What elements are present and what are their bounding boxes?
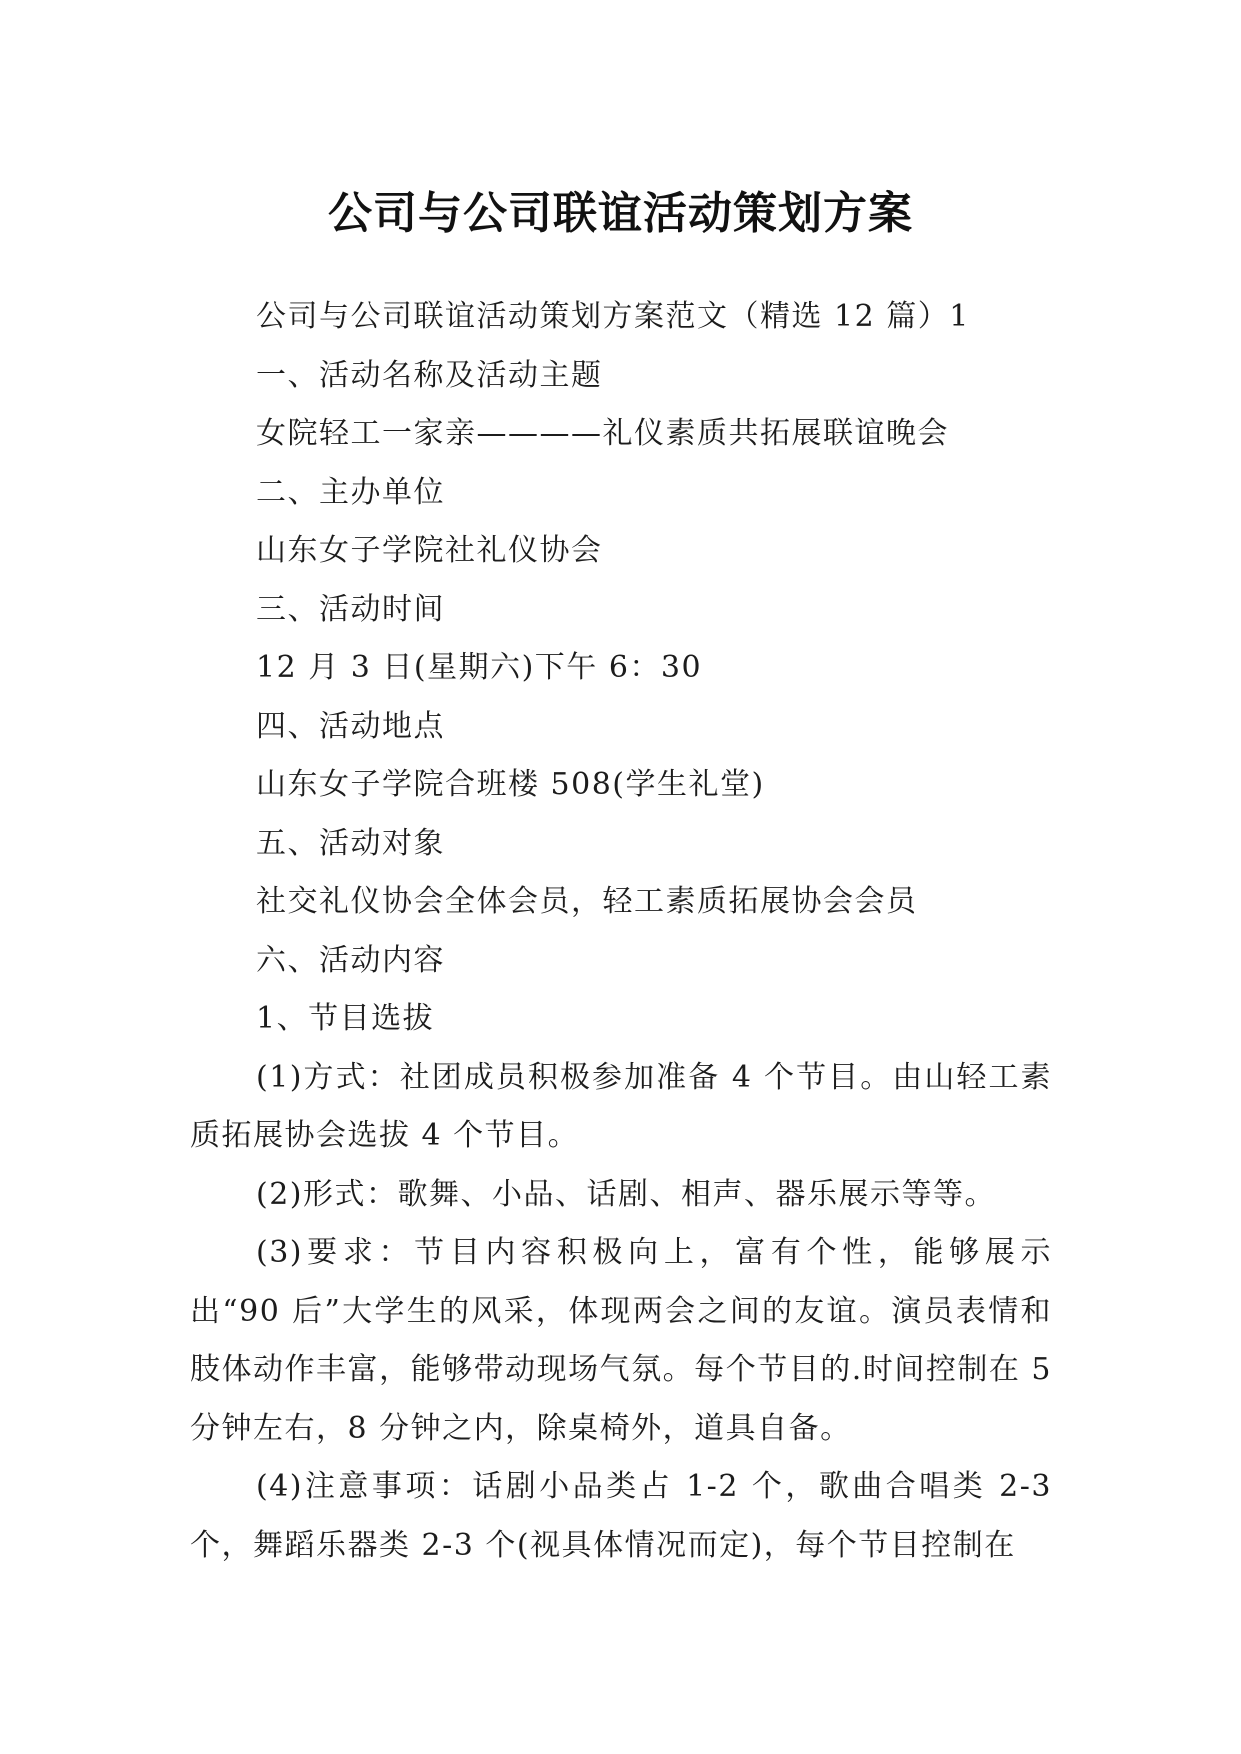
section-heading-1: 一、活动名称及活动主题 — [256, 357, 603, 393]
document-body — [190, 288, 1052, 1575]
paragraph-9: 山东女子学院合班楼 508(学生礼堂) — [256, 767, 765, 802]
section-heading-4: 四、活动地点 — [256, 708, 445, 744]
section-heading-6: 六、活动内容 — [256, 942, 445, 978]
section-heading-5: 五、活动对象 — [256, 825, 445, 861]
paragraph-1: 公司与公司联谊活动策划方案范文（精选 12 篇）1 — [256, 299, 970, 334]
paragraph-3: 女院轻工一家亲————礼仪素质共拓展联谊晚会 — [256, 416, 949, 451]
paragraph-11: 社交礼仪协会全体会员，轻工素质拓展协会会员 — [256, 884, 918, 919]
paragraph-16: (3)要求：节目内容积极向上，富有个性，能够展示出“90 后”大学生的风采，体现两会之间的友谊。演员表情和肢体动作丰富，能够带动现场气氛。每个节目的.时间控制在 5 分钟左右，8 分钟之内，除桌椅外，道具自备。 — [190, 1235, 1052, 1446]
section-heading-2: 二、主办单位 — [256, 474, 445, 510]
paragraph-17: (4)注意事项：话剧小品类占 1-2 个，歌曲合唱类 2-3 个，舞蹈乐器类 2-3 个(视具体情况而定)，每个节目控制在 — [190, 1469, 1052, 1563]
document-title: 公司与公司联谊活动策划方案 — [328, 188, 913, 240]
paragraph-7: 12 月 3 日(星期六)下午 6：30 — [256, 650, 703, 685]
paragraph-5: 山东女子学院社礼仪协会 — [256, 533, 603, 568]
paragraph-15: (2)形式：歌舞、小品、话剧、相声、器乐展示等等。 — [256, 1176, 996, 1212]
paragraph-14: (1)方式：社团成员积极参加准备 4 个节目。由山轻工素质拓展协会选拔 4 个节目。 — [190, 1059, 1052, 1153]
section-heading-3: 三、活动时间 — [256, 591, 445, 627]
sub-heading-1: 1、节目选拔 — [256, 1001, 435, 1036]
